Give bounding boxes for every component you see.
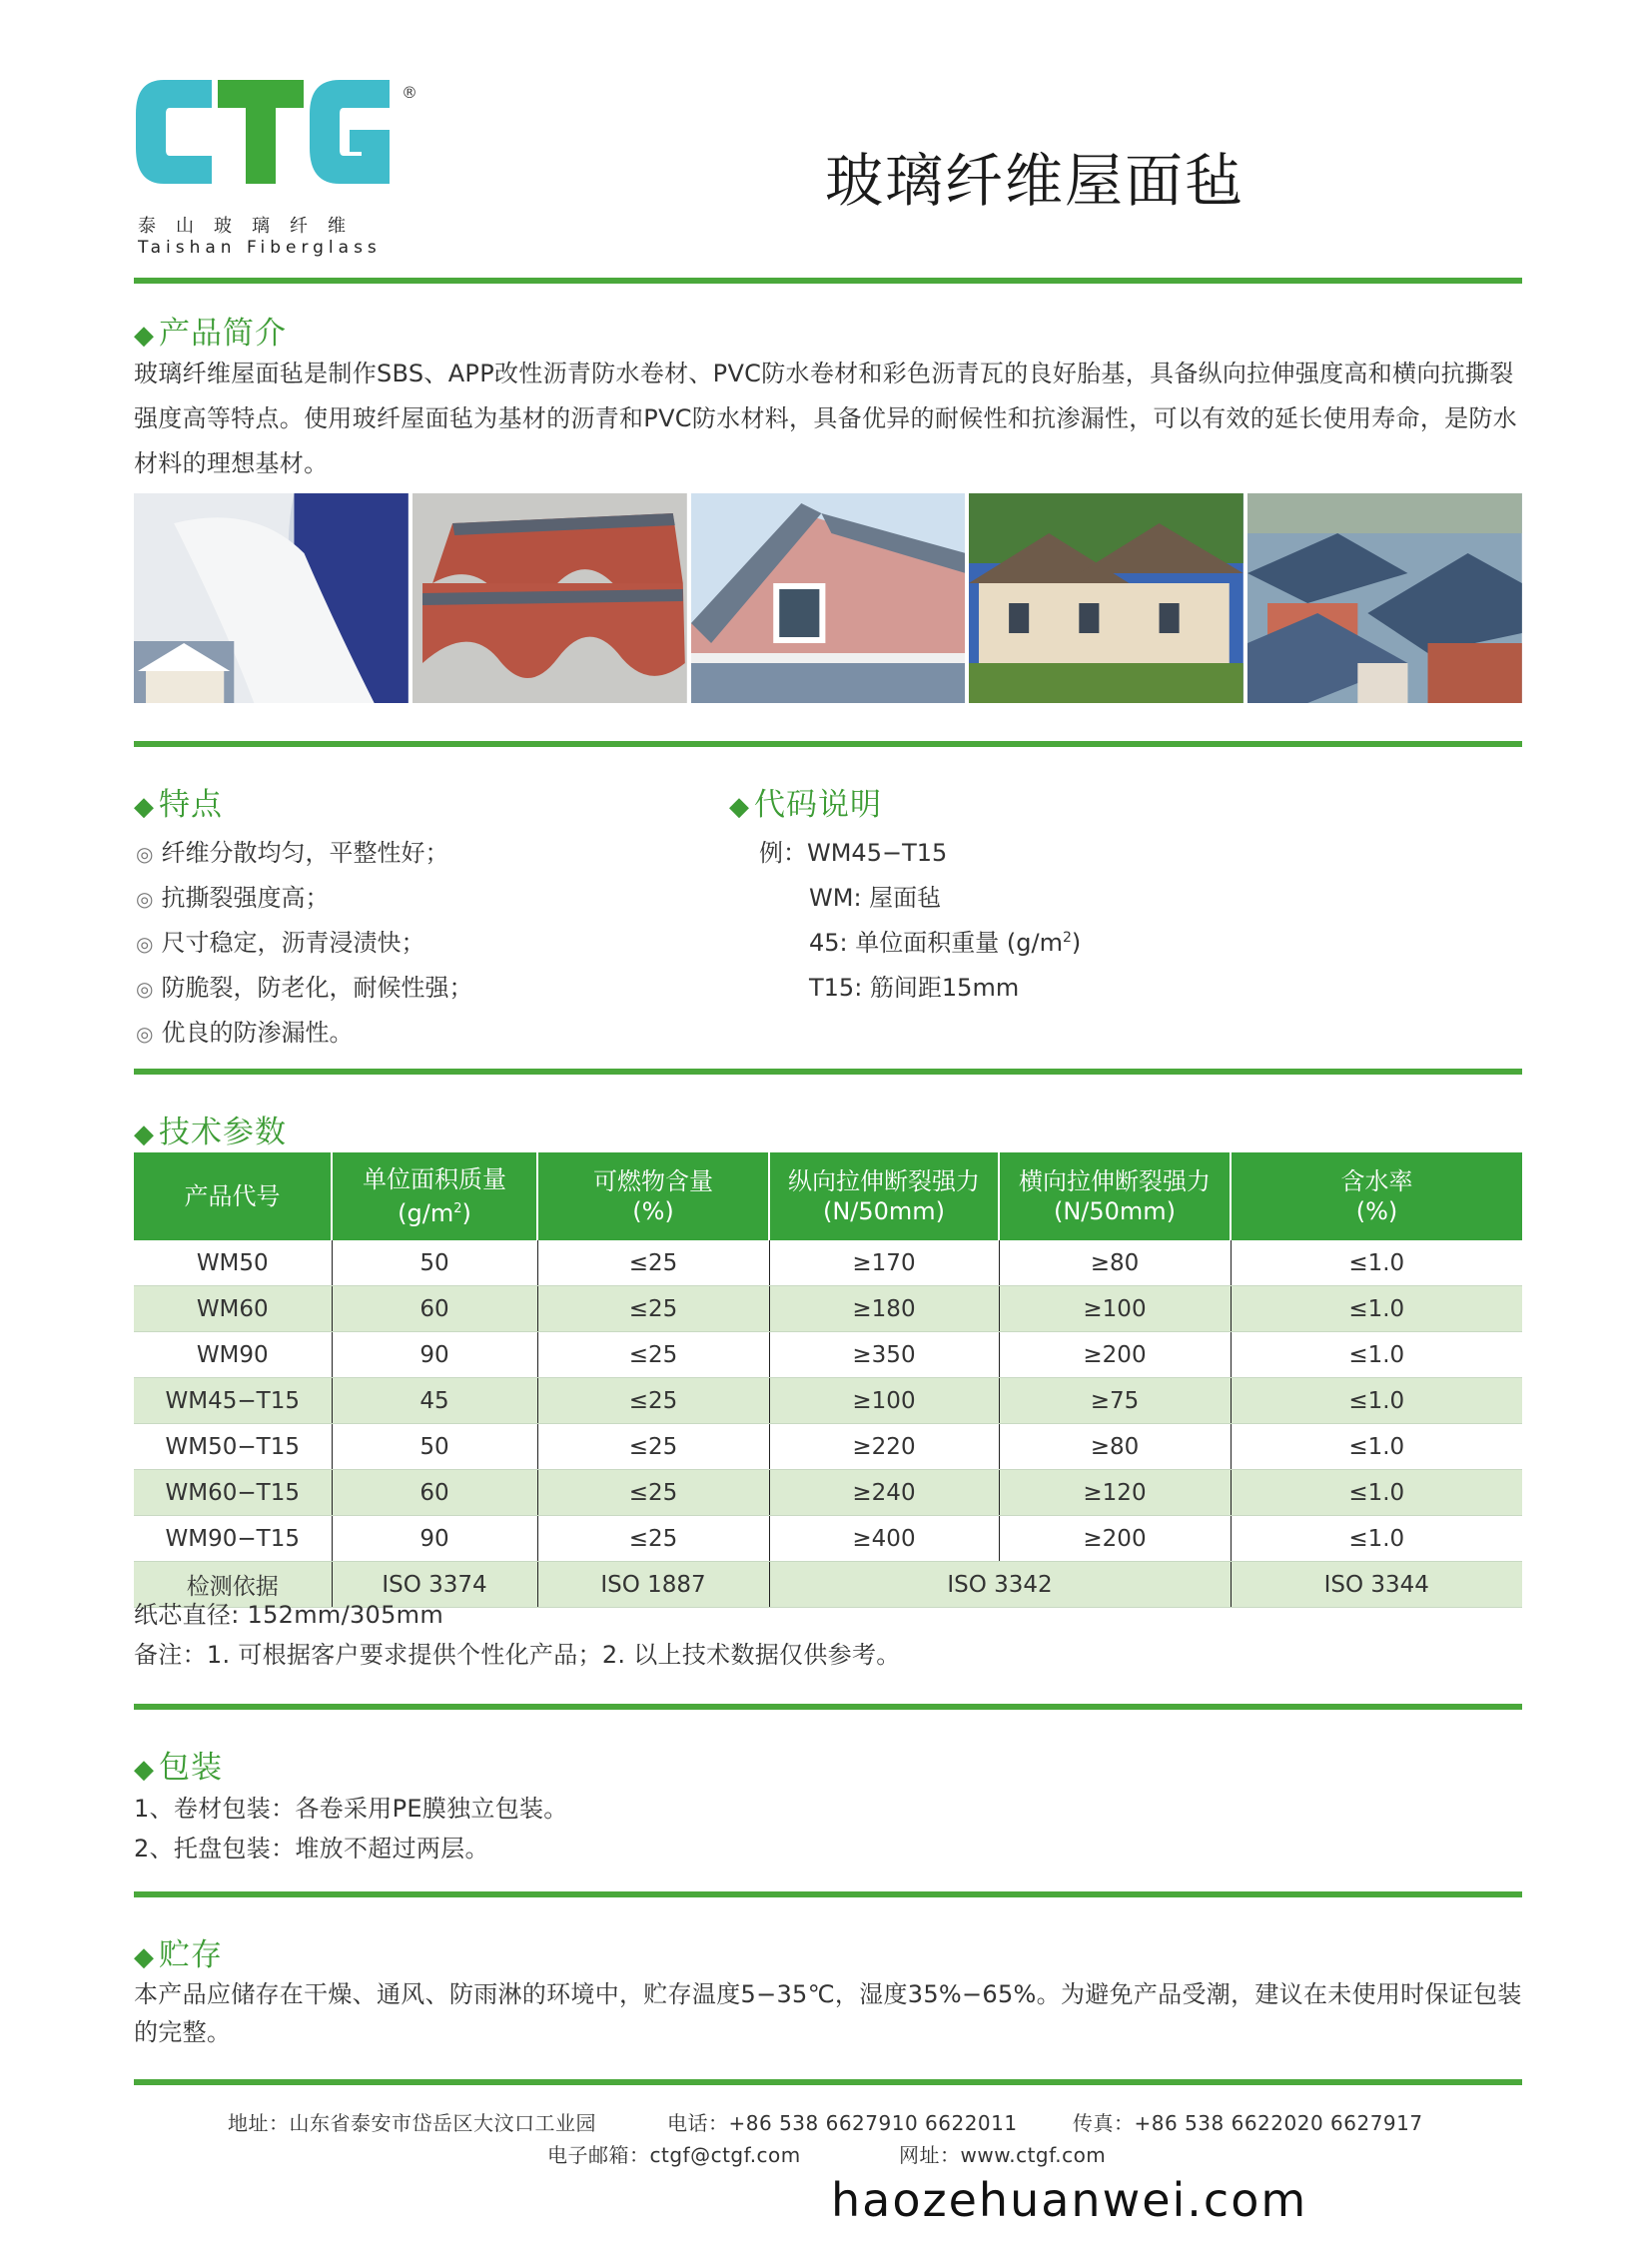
divider — [134, 2079, 1522, 2085]
footer-website: 网址：www.ctgf.com — [899, 2143, 1107, 2167]
table-cell: 45 — [332, 1378, 537, 1424]
table-cell: ≤25 — [537, 1286, 769, 1332]
circle-bullet-icon: ◎ — [136, 977, 154, 1001]
table-row — [134, 1332, 1522, 1378]
packing-heading: ◆ 包装 — [134, 1750, 223, 1786]
table-cell: ≥170 — [769, 1240, 999, 1286]
table-cell: WM60 — [134, 1286, 332, 1332]
page-title: 玻璃纤维屋面毡 — [825, 147, 1245, 215]
col-header-combustible: 可燃物含量 (%) — [537, 1152, 769, 1240]
table-row — [134, 1286, 1522, 1332]
table-cell: ≥240 — [769, 1470, 999, 1516]
diamond-icon: ◆ — [134, 792, 155, 822]
features-heading: ◆ 特点 — [134, 787, 223, 823]
col-header-mass: 单位面积质量 $(g/m^2)$ — [332, 1152, 537, 1240]
table-header-row — [134, 1152, 1522, 1240]
table-cell: ≥80 — [999, 1240, 1231, 1286]
table-cell: ≥200 — [999, 1516, 1231, 1562]
table-cell: ≥100 — [769, 1378, 999, 1424]
registered-mark: ® — [402, 83, 417, 102]
table-cell: WM90−T15 — [134, 1516, 332, 1562]
photo-asphalt-shingles — [413, 493, 687, 703]
product-photo-strip — [134, 493, 1522, 703]
logo-subtitle-en: Taishan Fiberglass — [138, 238, 382, 258]
table-row — [134, 1378, 1522, 1424]
diamond-icon: ◆ — [134, 1120, 155, 1149]
table-cell: 检测依据 — [134, 1562, 332, 1608]
code-example: 例：WM45−T15 — [759, 839, 948, 867]
spec-table — [134, 1152, 1522, 1608]
footer-fax: 传真：+86 538 6622020 6627917 — [1073, 2111, 1423, 2135]
table-cell: 60 — [332, 1286, 537, 1332]
table-cell: ≤1.0 — [1231, 1424, 1522, 1470]
storage-text: 本产品应储存在干燥、通风、防雨淋的环境中，贮存温度5−35℃，湿度35%−65%。为避免产品受潮，建议在未使用时保证包装的完整。 — [134, 1980, 1522, 2046]
col-header-cd-tensile: 横向拉伸断裂强力 (N/50mm) — [999, 1152, 1231, 1240]
table-cell: ≤1.0 — [1231, 1286, 1522, 1332]
table-cell: WM50−T15 — [134, 1424, 332, 1470]
footer-email: 电子邮箱：ctgf@ctgf.com — [547, 2143, 801, 2167]
circle-bullet-icon: ◎ — [136, 842, 154, 866]
photo-fiberglass-mat — [134, 493, 409, 703]
table-cell: ≤25 — [537, 1378, 769, 1424]
circle-bullet-icon: ◎ — [136, 932, 154, 956]
photo-villa — [969, 493, 1243, 703]
feature-item: ◎ 纤维分散均匀，平整性好； — [136, 839, 449, 867]
table-cell: ≥400 — [769, 1516, 999, 1562]
core-diameter-note: 纸芯直径: 152mm/305mm — [134, 1601, 444, 1629]
table-cell: ≥100 — [999, 1286, 1231, 1332]
diamond-icon: ◆ — [134, 1755, 155, 1785]
table-cell: ≤25 — [537, 1470, 769, 1516]
table-cell: ISO 1887 — [537, 1562, 769, 1608]
table-row — [134, 1240, 1522, 1286]
table-cell: ISO 3342 — [769, 1562, 1231, 1608]
table-cell: WM45−T15 — [134, 1378, 332, 1424]
footer-phone: 电话：+86 538 6627910 6622011 — [667, 2111, 1018, 2135]
diamond-icon: ◆ — [134, 321, 155, 351]
feature-item: ◎ 优良的防渗漏性。 — [136, 1019, 354, 1047]
table-cell: ≥120 — [999, 1470, 1231, 1516]
table-cell: ≥80 — [999, 1424, 1231, 1470]
diamond-icon: ◆ — [729, 792, 750, 822]
intro-text: 玻璃纤维屋面毡是制作SBS、APP改性沥青防水卷材、PVC防水卷材和彩色沥青瓦的良好胎基，具备纵向拉伸强度高和横向抗撕裂强度高等特点。使用玻纤屋面毡为基材的沥青和PVC防水材料，具备优异的耐候性和抗渗漏性，可以有效的延长使用寿命，是防水材料的理想基材。 — [134, 360, 1518, 477]
table-cell: ≤25 — [537, 1240, 769, 1286]
feature-item: ◎ 尺寸稳定，沥青浸渍快； — [136, 929, 425, 957]
intro-heading: ◆ 产品简介 — [134, 316, 287, 352]
divider — [134, 278, 1522, 284]
col-header-moisture: 含水率 (%) — [1231, 1152, 1522, 1240]
table-cell: WM60−T15 — [134, 1470, 332, 1516]
table-cell: ≥200 — [999, 1332, 1231, 1378]
table-row — [134, 1470, 1522, 1516]
feature-item: ◎ 抗撕裂强度高； — [136, 884, 330, 912]
table-cell: ISO 3344 — [1231, 1562, 1522, 1608]
packing-item: 2、托盘包装：堆放不超过两层。 — [134, 1835, 489, 1863]
table-cell: ≤1.0 — [1231, 1240, 1522, 1286]
photo-roofs-overview — [1247, 493, 1522, 703]
table-cell: ≤1.0 — [1231, 1332, 1522, 1378]
code-heading: ◆ 代码说明 — [729, 787, 882, 823]
logo-subtitle-cn: 泰山玻璃纤维 — [138, 216, 366, 237]
table-cell: ≥220 — [769, 1424, 999, 1470]
footer-address: 地址：山东省泰安市岱岳区大汶口工业园 — [228, 2111, 596, 2135]
table-cell: ≤25 — [537, 1516, 769, 1562]
table-cell: ≤1.0 — [1231, 1378, 1522, 1424]
table-cell: 60 — [332, 1470, 537, 1516]
packing-item: 1、卷材包装：各卷采用PE膜独立包装。 — [134, 1795, 568, 1823]
table-cell: ≥350 — [769, 1332, 999, 1378]
col-header-code: 产品代号 — [134, 1152, 332, 1240]
table-cell: ≥75 — [999, 1378, 1231, 1424]
table-cell: 50 — [332, 1424, 537, 1470]
circle-bullet-icon: ◎ — [136, 887, 154, 911]
table-cell: ≥180 — [769, 1286, 999, 1332]
circle-bullet-icon: ◎ — [136, 1022, 154, 1046]
table-cell: ≤25 — [537, 1424, 769, 1470]
divider — [134, 741, 1522, 747]
photo-house-gable — [691, 493, 966, 703]
tech-heading: ◆ 技术参数 — [134, 1115, 287, 1150]
table-cell: 90 — [332, 1332, 537, 1378]
watermark-text: haozehuanwei.com — [831, 2173, 1308, 2227]
table-cell: ≤25 — [537, 1332, 769, 1378]
divider — [134, 1069, 1522, 1075]
table-cell: ≤1.0 — [1231, 1470, 1522, 1516]
table-cell: WM90 — [134, 1332, 332, 1378]
table-cell: 50 — [332, 1240, 537, 1286]
table-cell: ISO 3374 — [332, 1562, 537, 1608]
col-header-md-tensile: 纵向拉伸断裂强力 (N/50mm) — [769, 1152, 999, 1240]
table-row — [134, 1516, 1522, 1562]
table-cell: WM50 — [134, 1240, 332, 1286]
remark-note: 备注：1. 可根据客户要求提供个性化产品；2. 以上技术数据仅供参考。 — [134, 1641, 901, 1669]
code-line-wm: WM: 屋面毡 — [809, 884, 942, 912]
table-cell: 90 — [332, 1516, 537, 1562]
storage-heading: ◆ 贮存 — [134, 1937, 223, 1973]
code-line-spacing: T15: 筋间距15mm — [809, 974, 1020, 1002]
divider — [134, 1891, 1522, 1897]
feature-item: ◎ 防脆裂，防老化，耐候性强； — [136, 974, 473, 1002]
table-row — [134, 1424, 1522, 1470]
table-cell: ≤1.0 — [1231, 1516, 1522, 1562]
divider — [134, 1704, 1522, 1710]
diamond-icon: ◆ — [134, 1942, 155, 1972]
code-line-weight: 45: 单位面积重量 $(g/m^2)$ — [809, 929, 1082, 957]
